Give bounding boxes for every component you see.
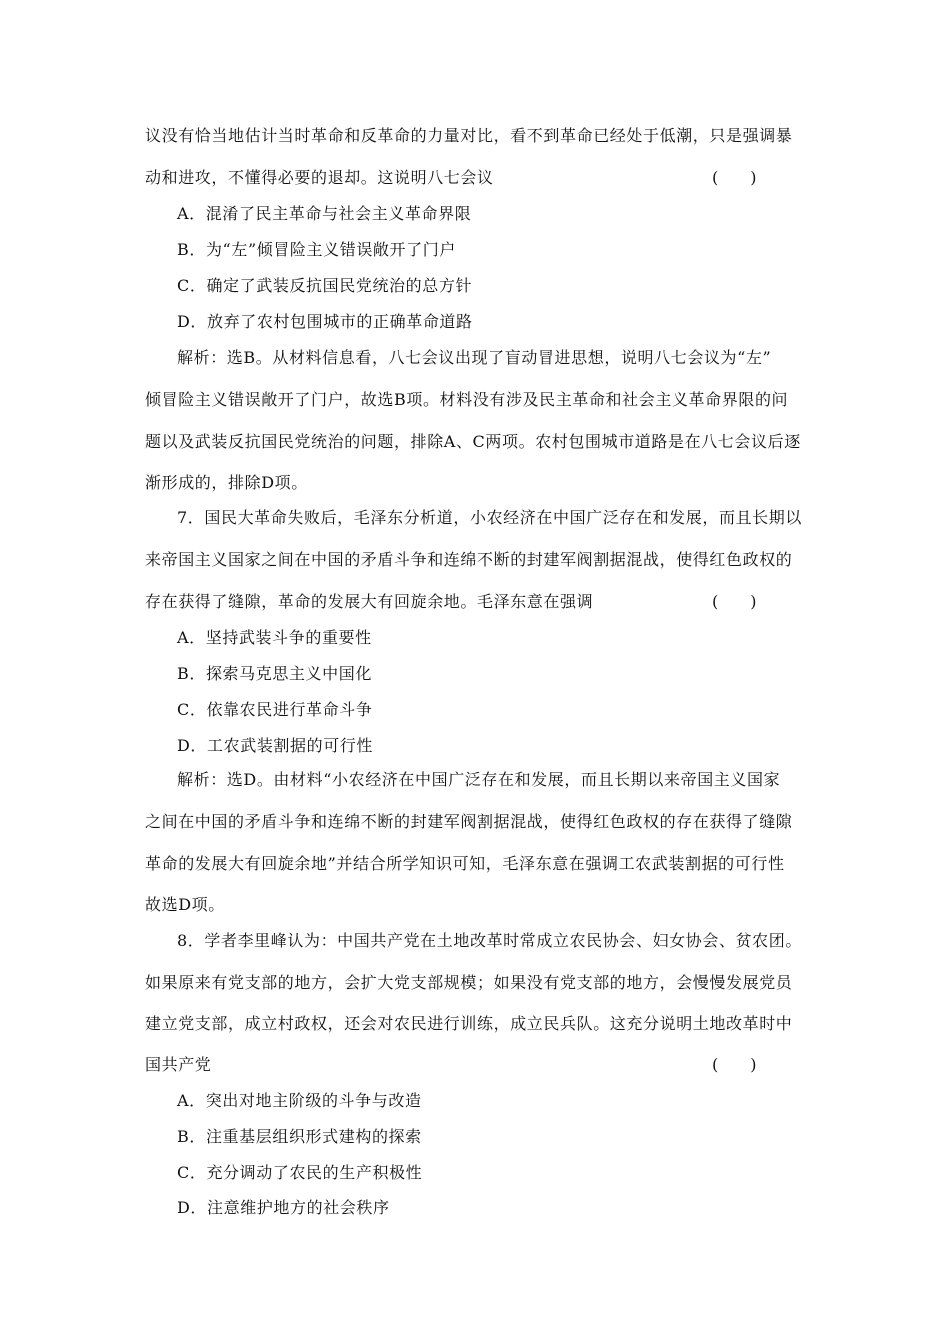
q6-analysis-line-1: 解析：选B。从材料信息看，八七会议出现了盲动冒进思想，说明八七会议为“左” — [177, 348, 772, 367]
q8-option-b: B．注重基层组织形式建构的探索 — [177, 1127, 422, 1146]
q6-stem-line-1: 议没有恰当地估计当时革命和反革命的力量对比，看不到革命已经处于低潮，只是强调暴 — [145, 126, 793, 145]
q6-option-c: C．确定了武装反抗国民党统治的总方针 — [177, 276, 473, 295]
q7-analysis-line-2: 之间在中国的矛盾斗争和连绵不断的封建军阀割据混战，使得红色政权的存在获得了缝隙 — [145, 812, 793, 831]
q7-stem-line-2: 来帝国主义国家之间在中国的矛盾斗争和连绵不断的封建军阀割据混战，使得红色政权的 — [145, 550, 793, 569]
q6-stem-line-2: 动和进攻，不懂得必要的退却。这说明八七会议 — [145, 168, 494, 187]
q8-option-d: D．注意维护地方的社会秩序 — [177, 1198, 390, 1217]
q7-option-c: C．依靠农民进行革命斗争 — [177, 700, 373, 719]
q7-analysis-line-1: 解析：选D。由材料“小农经济在中国广泛存在和发展，而且长期以来帝国主义国家 — [177, 770, 781, 789]
q6-analysis-line-2: 倾冒险主义错误敞开了门户，故选B项。材料没有涉及民主革命和社会主义革命界限的问 — [145, 390, 789, 409]
q6-answer-bracket: ( ) — [712, 168, 757, 187]
q8-option-c: C．充分调动了农民的生产积极性 — [177, 1163, 423, 1182]
q7-analysis-line-4: 故选D项。 — [145, 895, 225, 914]
q7-answer-bracket: ( ) — [712, 592, 757, 611]
q7-stem-line-3: 存在获得了缝隙，革命的发展大有回旋余地。毛泽东意在强调 — [145, 592, 594, 611]
q7-option-d: D．工农武装割据的可行性 — [177, 736, 374, 755]
q7-analysis-line-3: 革命的发展大有回旋余地”并结合所学知识可知，毛泽东意在强调工农武装割据的可行性 — [145, 854, 785, 873]
q8-option-a: A．突出对地主阶级的斗争与改造 — [177, 1091, 422, 1110]
q8-stem-line-2: 如果原来有党支部的地方，会扩大党支部规模；如果没有党支部的地方，会慢慢发展党员 — [145, 973, 793, 992]
q6-analysis-line-3: 题以及武装反抗国民党统治的问题，排除A、C两项。农村包围城市道路是在八七会议后逐 — [145, 432, 801, 451]
q6-analysis-line-4: 渐形成的，排除D项。 — [145, 473, 308, 492]
q8-stem-line-1: 8．学者李里峰认为：中国共产党在土地改革时常成立农民协会、妇女协会、贫农团。 — [177, 931, 802, 950]
q8-stem-line-3: 建立党支部，成立村政权，还会对农民进行训练，成立民兵队。这充分说明土地改革时中 — [145, 1014, 793, 1033]
q8-stem-line-4: 国共产党 — [145, 1055, 212, 1074]
q7-option-b: B．探索马克思主义中国化 — [177, 664, 372, 683]
q7-option-a: A．坚持武装斗争的重要性 — [177, 628, 372, 647]
q8-answer-bracket: ( ) — [712, 1055, 757, 1074]
q6-option-a: A．混淆了民主革命与社会主义革命界限 — [177, 204, 472, 223]
q7-stem-line-1: 7．国民大革命失败后，毛泽东分析道，小农经济在中国广泛存在和发展，而且长期以 — [177, 508, 802, 527]
q6-option-d: D．放弃了农村包围城市的正确革命道路 — [177, 312, 473, 331]
q6-option-b: B．为“左”倾冒险主义错误敞开了门户 — [177, 240, 456, 259]
